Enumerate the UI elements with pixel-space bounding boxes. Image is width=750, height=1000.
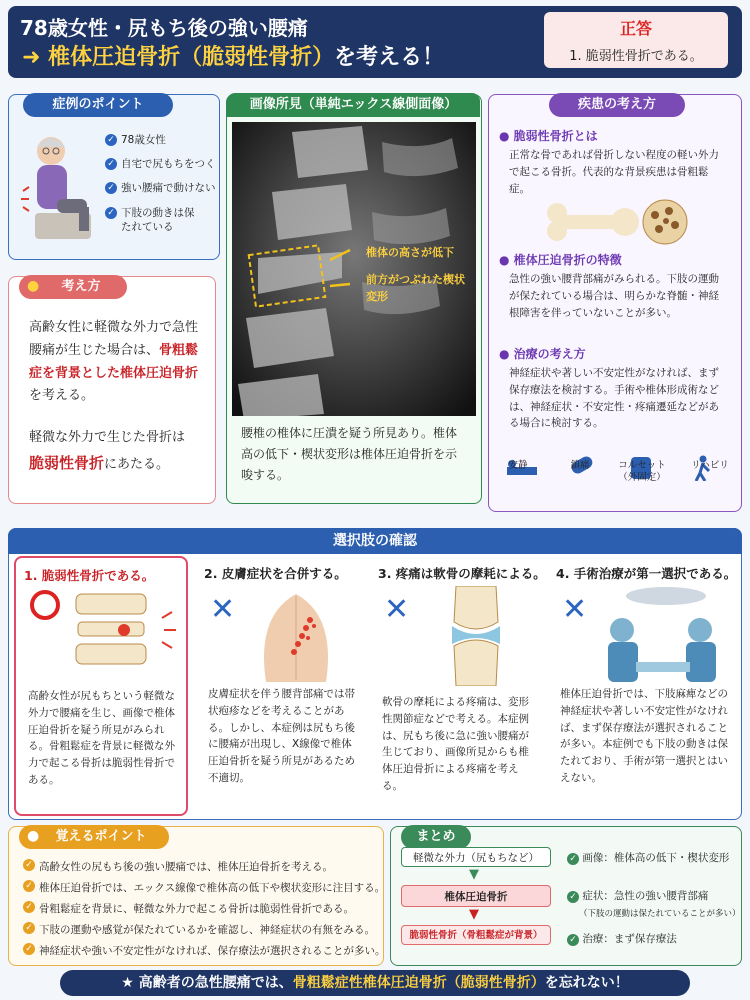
disease-section-1-text: 正常な骨であれば骨折しない程度の軽い外力で起こる骨折。代表的な背景疾患は骨粗鬆症。 — [509, 149, 719, 195]
thinking-title: 考え方 — [19, 275, 127, 299]
list-item: ✓ 78歳女性 — [105, 133, 216, 147]
remember-list — [23, 859, 386, 964]
footer-banner: ★ 高齢者の急性腰痛では、骨粗鬆症性椎体圧迫骨折（脆弱性骨折）を忘れない！ — [60, 970, 690, 996]
choice-explanation: 椎体圧迫骨折では、下肢麻痺などの神経症状や著しい不安定性がなければ、まず保存療法が選択されることが多い。本症例でも下肢の動きは保たれており、手術が第一選択とはいえない。 — [560, 688, 728, 784]
summary-point-symptom: ✓ 症状：急性の強い腰背部痛 — [567, 889, 737, 905]
knee-joint-illustration — [426, 586, 526, 686]
choice-explanation: 高齢女性が尻もちという軽微な外力で腰痛を生じ、画像で椎体圧迫骨折を疑う所見がみられる。骨粗鬆症を背景に軽微な外力で起こる骨折は脆弱性骨折である。 — [28, 690, 175, 786]
title-line2 — [22, 40, 444, 71]
xray-annotation-wedge: 前方がつぶれた楔状変形 — [366, 273, 465, 303]
list-item: ✓ 高齢女性の尻もち後の強い腰痛では、椎体圧迫骨折を考える。 — [23, 859, 386, 874]
choice-card-2 — [196, 556, 366, 816]
treatment-label: コルセット（外固定） — [618, 460, 666, 484]
check-icon: ✓ — [105, 182, 117, 194]
remember-panel — [8, 826, 384, 966]
lightbulb-icon: ● — [27, 278, 40, 294]
case-points-title: 症例のポイント — [23, 93, 173, 117]
title-rest: を考える！ — [334, 45, 445, 70]
list-item: ✓ 神経症状や強い不安定性がなければ、保存療法が選択されることが多い。 — [23, 943, 386, 958]
choice-label: 1. 脆弱性骨折である。 — [24, 568, 155, 583]
title-highlight: 椎体圧迫骨折（脆弱性骨折） — [48, 45, 335, 70]
check-icon: ✓ — [567, 891, 579, 903]
check-icon: ✓ — [23, 901, 35, 913]
bone-illustration — [545, 199, 695, 245]
summary-point-symptom-note: （下肢の運動は保たれていることが多い） — [579, 909, 741, 919]
list-item: ✓ 自宅で尻もちをつく — [105, 157, 216, 171]
answer-label: 正答 — [619, 19, 652, 38]
lightbulb-icon: ● — [27, 828, 40, 844]
summary-point-treatment: ✓ 治療：まず保存療法 — [567, 931, 737, 946]
answer-box — [544, 12, 728, 68]
flow-step-3: 脆弱性骨折（骨粗鬆症が背景） — [401, 925, 551, 945]
choice-card-3 — [370, 556, 546, 816]
check-icon: ✓ — [567, 853, 579, 865]
choice-label: 3. 疼痛は軟骨の摩耗による。 — [378, 566, 546, 581]
arrow-down-icon: ▼ — [469, 867, 479, 882]
check-icon: ✓ — [105, 158, 117, 170]
circle-icon — [30, 590, 60, 620]
flow-step-2: 椎体圧迫骨折 — [401, 885, 551, 907]
choice-label: 2. 皮膚症状を合併する。 — [204, 566, 347, 581]
xray-image — [232, 122, 476, 416]
answer-value: 1. 脆弱性骨折である。 — [569, 49, 703, 64]
arrow-down-icon: ▼ — [469, 907, 479, 922]
choice-card-1 — [14, 556, 188, 816]
choices-title: 選択肢の確認 — [8, 528, 742, 554]
list-item: ✓ 椎体圧迫骨折では、エックス線像で椎体高の低下や楔状変形に注目する。 — [23, 880, 386, 895]
surgery-illustration — [596, 586, 726, 686]
treatment-label: リハビリ — [691, 460, 729, 471]
xray-title: 画像所見（単純エックス線側面像） — [227, 93, 480, 117]
check-icon: ✓ — [23, 880, 35, 892]
disease-section-2-text: 急性の強い腰背部痛がみられる。下肢の運動が保たれている場合は、明らかな脊髄・神経根障害を伴っていないことが多い。 — [509, 273, 719, 319]
summary-panel — [390, 826, 742, 966]
spine-xray-illustration — [232, 122, 476, 416]
disease-section-1-title: ● 脆弱性骨折とは — [499, 129, 598, 143]
list-item: ✓ 骨粗鬆症を背景に、軽微な外力で起こる骨折は脆弱性骨折である。 — [23, 901, 386, 916]
list-item: ✓ 下肢の運動や感覚が保たれているかを確認し、神経症状の有無をみる。 — [23, 922, 386, 937]
vertebra-illustration — [66, 588, 182, 684]
disease-section-3-text: 神経症状や著しい不安定性がなければ、まず保存療法を検討する。手術や椎体形成術などは、神経症状・不安定性・疼痛遷延などがある場合に検討する。 — [509, 367, 719, 430]
disease-section-3-title: ● 治療の考え方 — [499, 347, 586, 361]
title-arrow: ➜ — [22, 45, 49, 70]
elderly-woman-illustration — [17, 129, 101, 249]
summary-title: まとめ — [401, 825, 471, 849]
choice-card-4 — [548, 556, 740, 816]
title-line1: 78歳女性・尻もち後の強い腰痛 — [20, 16, 308, 40]
back-rash-illustration — [246, 586, 346, 682]
remember-title: 覚えるポイント — [19, 825, 169, 849]
check-icon: ✓ — [105, 207, 117, 219]
disease-panel — [488, 94, 742, 512]
check-icon: ✓ — [567, 934, 579, 946]
summary-point-imaging: ✓ 画像：椎体高の低下・楔状変形 — [567, 851, 737, 867]
choice-label: 4. 手術治療が第一選択である。 — [556, 566, 737, 581]
choice-explanation: 軟骨の摩耗による疼痛は、変形性関節症などで考える。本症例は、尻もち後に急に強い腰痛が生じており、画像所見からも椎体圧迫骨折による疼痛を考える。 — [382, 696, 529, 792]
disease-section-2-title: ● 椎体圧迫骨折の特徴 — [499, 253, 622, 267]
treatment-label: 安静 — [508, 460, 528, 471]
cross-icon: ✕ — [562, 592, 588, 627]
thinking-panel — [8, 276, 216, 504]
disease-title: 疾患の考え方 — [549, 93, 685, 117]
choice-explanation: 皮膚症状を伴う腰背部痛では帯状疱疹などを考えることがある。しかし、本症例は尻もち後に腰痛が出現し、X線像で椎体圧迫骨折を疑う所見があるため不適切。 — [208, 688, 355, 784]
case-points-list — [105, 133, 216, 244]
check-icon: ✓ — [23, 922, 35, 934]
xray-annotation-height: 椎体の高さが低下 — [366, 246, 454, 259]
treatment-label: 鎮痛 — [570, 460, 590, 471]
list-item: ✓ 強い腰痛で動けない — [105, 181, 216, 195]
flow-step-1: 軽微な外力（尻もちなど） — [401, 847, 551, 867]
cross-icon: ✕ — [210, 592, 236, 627]
check-icon: ✓ — [23, 943, 35, 955]
case-points-panel — [8, 94, 220, 260]
list-item: ✓ 下肢の動きは保たれている — [105, 206, 216, 234]
check-icon: ✓ — [105, 134, 117, 146]
thinking-text-2: 軽微な外力で生じた骨折は 脆弱性骨折にあたる。 — [29, 430, 186, 472]
xray-finding: 腰椎の椎体に圧潰を疑う所見あり。椎体高の低下・楔状変形は椎体圧迫骨折を示唆する。 — [241, 426, 458, 482]
check-icon: ✓ — [23, 859, 35, 871]
cross-icon: ✕ — [384, 592, 410, 627]
thinking-text-1: 高齢女性に軽微な外力で急性腰痛が生じた場合は、骨粗鬆症を背景とした椎体圧迫骨折を考える。 — [29, 320, 199, 404]
